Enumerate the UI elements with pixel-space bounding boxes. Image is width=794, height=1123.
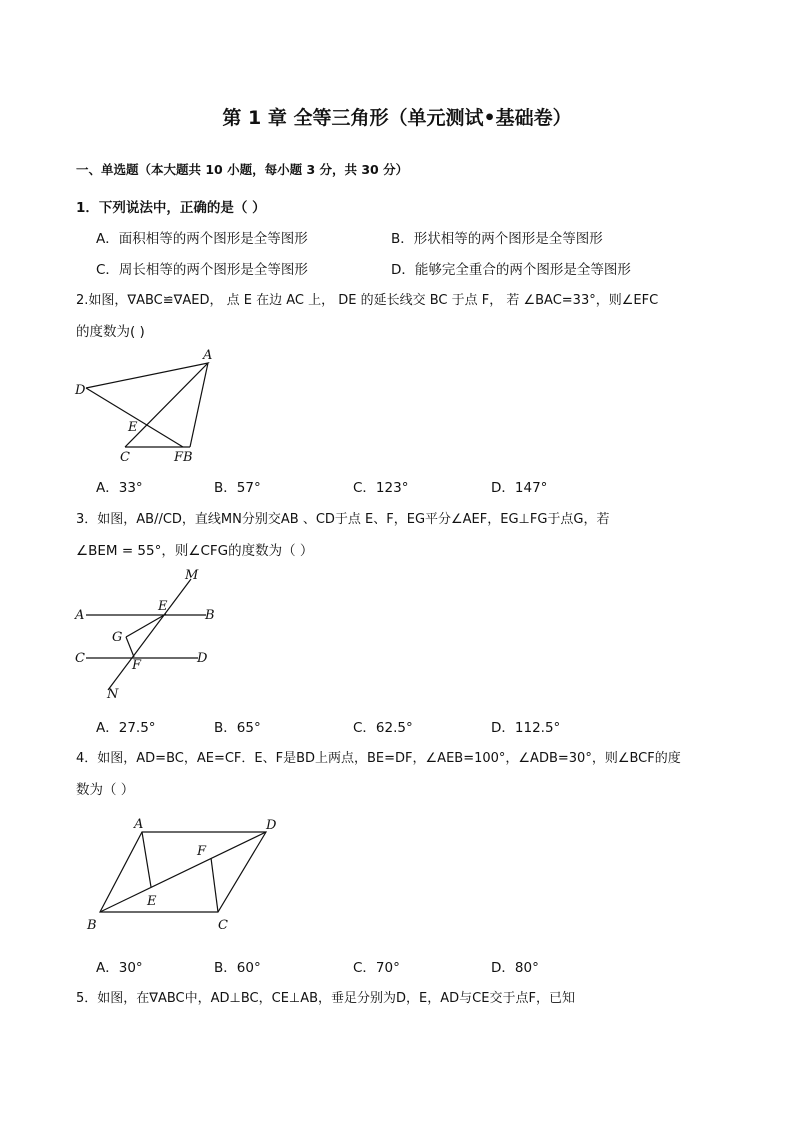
q4-label-c: C (218, 918, 228, 933)
question-3-stem-line-2: ∠BEM = 55°，则∠CFG的度数为（ ） (76, 543, 314, 559)
q3-segment-eg (126, 614, 166, 637)
question-4-option-d[interactable]: D．80° (491, 960, 539, 976)
q3-label-g: G (112, 630, 123, 645)
q4-label-f: F (197, 844, 207, 859)
q2-label-c: C (120, 450, 130, 465)
q4-label-d: D (266, 818, 277, 833)
question-4-option-c[interactable]: C．70° (353, 960, 400, 976)
question-2-stem-line-2: 的度数为( ) (76, 324, 145, 340)
question-5-stem-line-1: 5．如图，在∇ABC中，AD⊥BC，CE⊥AB，垂足分别为D，E，AD与CE交于点F，已知 (76, 991, 575, 1006)
question-1-stem: 1．下列说法中，正确的是（ ） (76, 200, 266, 216)
q3-label-e: E (158, 599, 168, 614)
q3-label-d: D (197, 651, 208, 666)
q2-label-a: A (203, 348, 213, 363)
q3-segment-gf (126, 637, 134, 657)
question-4-option-b[interactable]: B．60° (214, 960, 261, 976)
q4-segment-cf (211, 858, 218, 912)
q4-diagonal-bd (100, 832, 266, 912)
q3-label-n: N (107, 687, 119, 702)
question-2-stem-line-1: 2.如图，∇ABC≌∇AED， 点 E 在边 AC 上， DE 的延长线交 BC 于点 F， 若 ∠BAC=33°，则∠EFC (76, 293, 659, 308)
page-title: 第 1 章 全等三角形（单元测试•基础卷） (222, 107, 572, 129)
q3-label-f: F (132, 658, 142, 673)
question-3-figure (70, 565, 230, 705)
question-4-figure (80, 812, 290, 937)
q4-label-b: B (87, 918, 97, 933)
q2-label-e: E (128, 420, 138, 435)
q3-label-m: M (185, 568, 199, 583)
question-1-option-d[interactable]: D．能够完全重合的两个图形是全等图形 (391, 262, 631, 278)
q3-label-a: A (75, 608, 85, 623)
q2-segment-ab (190, 363, 208, 447)
question-1-option-a[interactable]: A．面积相等的两个图形是全等图形 (96, 231, 308, 247)
question-3-option-c[interactable]: C．62.5° (353, 720, 413, 736)
q3-label-b: B (205, 608, 215, 623)
q4-label-e: E (147, 894, 157, 909)
question-1-option-c[interactable]: C．周长相等的两个图形是全等图形 (96, 262, 308, 278)
question-4-option-a[interactable]: A．30° (96, 960, 143, 976)
question-2-option-d[interactable]: D．147° (491, 480, 548, 496)
question-2-option-c[interactable]: C．123° (353, 480, 409, 496)
q2-label-d: D (75, 383, 86, 398)
section-heading: 一、单选题（本大题共 10 小题，每小题 3 分，共 30 分） (76, 162, 409, 177)
question-3-option-b[interactable]: B．65° (214, 720, 261, 736)
q4-segment-ae (142, 832, 151, 887)
question-4-stem-line-1: 4．如图，AD=BC，AE=CF．E、F是BD上两点，BE=DF，∠AEB=100°，∠ADB=30°，则∠BCF的度 (76, 751, 681, 766)
question-2-option-a[interactable]: A．33° (96, 480, 143, 496)
question-3-option-d[interactable]: D．112.5° (491, 720, 561, 736)
question-3-stem-line-1: 3．如图，AB//CD，直线MN分别交AB 、CD于点 E、F，EG平分∠AEF，EG⊥FG于点G，若 (76, 512, 610, 527)
question-3-option-a[interactable]: A．27.5° (96, 720, 156, 736)
q2-segment-dac (86, 363, 208, 447)
question-1-option-b[interactable]: B．形状相等的两个图形是全等图形 (391, 231, 603, 247)
q2-label-fb: FB (174, 450, 193, 465)
question-2-figure (70, 345, 230, 465)
question-4-stem-line-2: 数为（ ） (76, 782, 135, 798)
question-2-option-b[interactable]: B．57° (214, 480, 261, 496)
q3-label-c: C (75, 651, 85, 666)
q4-label-a: A (134, 817, 144, 832)
